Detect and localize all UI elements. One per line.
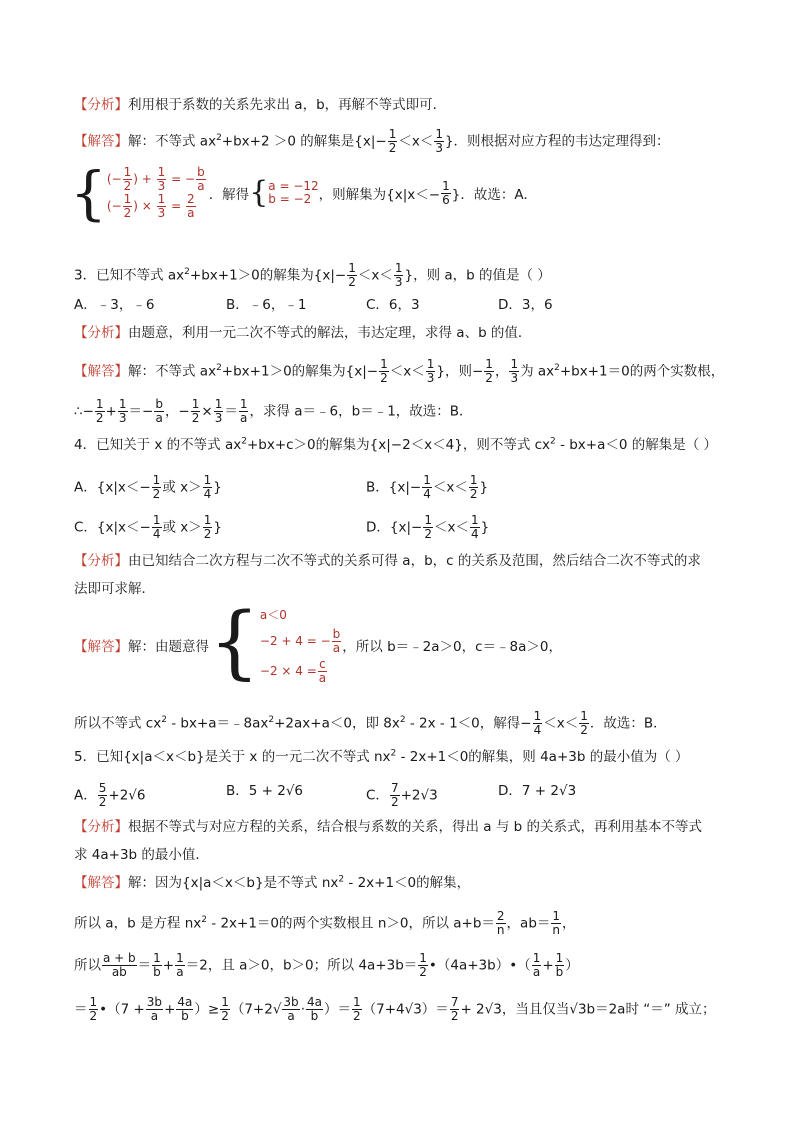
q4-option-a[interactable]: A．{x|x＜− $\frac{1}{2}$ 或 x＞ $\frac{1}{4}$ } — [74, 473, 222, 501]
q5-analysis-line2: 求 4a+3b 的最小值． — [74, 847, 209, 863]
q3-stem: 3．已知不等式 $ax^2+bx+1>0$的解集为{x|− $\frac{1}{2}$ ＜x＜ $\frac{1}{3}$ }，则 a，b 的值是（ ） — [74, 261, 551, 289]
q4-analysis-line1: 【分析】由已知结合二次方程与二次不等式的关系可得 a，b，c 的关系及范围，然后结合二次不等式的求 — [74, 553, 701, 569]
q3-option-b[interactable]: B．﹣6，﹣1 — [226, 297, 307, 313]
p2-analysis: 【分析】利用根于系数的关系先求出 a，b，再解不等式即可． — [74, 97, 447, 113]
q5-analysis-line1: 【分析】根据不等式与对应方程的关系，结合根与系数的关系，得出 a 与 b 的关系式，再利用基本不等式 — [74, 819, 703, 835]
q3-answer-line2: ∴− $\frac{1}{2}$ + $\frac{1}{3}$ ＝− $\frac{b}{a}$ ，− $\frac{1}{2}$ × $\frac{1}{3}$ ＝ $\frac{1}{a}$ ，求得 a＝﹣6，b＝﹣1，故选：B． — [74, 397, 473, 425]
q3-option-d[interactable]: D．3，6 — [498, 297, 553, 313]
q4-conclusion: 所以不等式 $cx^2$ - $bx+a=﹣8ax^2+2ax+a<0$，即 $8x^2 - 2x - 1<0$，解得− $\frac{1}{4}$ ＜x＜ $\frac{1}{2}$ ．故选：B． — [74, 709, 667, 737]
q5-answer-line2: 所以 a，b 是方程 $nx^2 - 2x+1=0$的两个实数根且 n＞0，所以 a+b＝ $\frac{2}{n}$ ，ab＝ $\frac{1}{n}$ ， — [74, 909, 576, 937]
q4-answer-system: 【解答】 解：由题意得 { a＜0 −2 + 4 = − $\frac{b}{a}$ −2 × 4 = $\frac{c}{a}$ ，所以 b＝﹣2a＞0，c＝﹣8a＞0， — [74, 595, 562, 688]
q5-answer-line4: ＝ $\frac{1}{2}$ •（7 + $\frac{3b}{a}$ + $\frac{4a}{b}$ ）≥ $\frac{1}{2}$ （7+2√ $\frac{3b}{a}$ · $\frac{4a}{b}$ ）＝ $\frac{1}{2}$ （7+4√3）＝ $\frac{7}{2}$ + 2√3，当且仅当√3b＝2a时 “＝” 成立； — [74, 995, 716, 1023]
q3-answer-line1: 【解答】解：不等式 $ax^2+bx+1>0$的解集为{x|− $\frac{1}{2}$ ＜x＜ $\frac{1}{3}$ }，则− $\frac{1}{2}$ ， $\frac{1}{3}$ 为 $ax^2+bx+1=0$的两个实数根， — [74, 357, 725, 385]
q5-stem: 5．已知{x|a＜x＜b}是关于 x 的一元二次不等式 $nx^2 - 2x+1<0$的解集，则 4a+3b 的最小值为（ ） — [74, 748, 689, 765]
q5-answer-line3: 所以 $\frac{a + b}{ab}$ ＝ $\frac{1}{b}$ + $\frac{1}{a}$ ＝2，且 a＞0，b＞0；所以 4a+3b＝ $\frac{1}{2}$ •（4a+3b）•（ $\frac{1}{a}$ + $\frac{1}{b}$ ） — [74, 951, 579, 979]
q4-option-c[interactable]: C．{x|x＜− $\frac{1}{4}$ 或 x＞ $\frac{1}{2}$ } — [74, 513, 223, 541]
q3-analysis: 【分析】由题意，利用一元二次不等式的解法，韦达定理，求得 a、b 的值． — [74, 325, 532, 341]
analysis-tag: 【分析】 — [74, 97, 128, 113]
p2-answer-line1: 【解答】解：不等式 $ax^2+bx+2 >0$ 的解集是{x|− $\frac{1}{2}$ ＜x＜ $\frac{1}{3}$ }．则根据对应方程的韦达定理得到： — [74, 127, 670, 155]
q5-option-b[interactable]: B．5 + 2√6 — [226, 783, 304, 799]
q5-answer-line1: 【解答】解：因为{x|a＜x＜b}是不等式 $nx^2 - 2x+1<0$的解集， — [74, 874, 471, 891]
q3-option-a[interactable]: A．﹣3，﹣6 — [74, 297, 155, 313]
q4-analysis-line2: 法即可求解． — [74, 581, 155, 597]
q5-option-a[interactable]: A． $\frac{5}{2}$ +2√6 — [74, 781, 146, 809]
q4-option-d[interactable]: D．{x|− $\frac{1}{2}$ ＜x＜ $\frac{1}{4}$ } — [366, 513, 490, 541]
q3-option-c[interactable]: C．6，3 — [366, 297, 420, 313]
q4-option-b[interactable]: B．{x|− $\frac{1}{4}$ ＜x＜ $\frac{1}{2}$ } — [366, 473, 489, 501]
q4-stem: 4．已知关于 x 的不等式 $ax^2+bx+c>0$的解集为{x|−2＜x＜4}，则不等式 $cx^2 - bx+a<0$ 的解集是（ ） — [74, 436, 718, 453]
q5-option-d[interactable]: D．7 + 2√3 — [498, 783, 577, 799]
q5-option-c[interactable]: C． $\frac{7}{2}$ +2√3 — [366, 781, 438, 809]
answer-tag: 【解答】 — [74, 133, 128, 150]
p2-vieta-system: { (− $\frac{1}{2}$ ) + $\frac{1}{3}$ = − $\frac{b}{a}$ (− $\frac{1}{2}$ ) × $\frac{1}{3}$ = $\frac{2}{a}$ ．解得 { a = −12 b = −2 ，则解集为{x|x＜− $\frac{1}{6}$ }．故选：A． — [70, 159, 538, 227]
